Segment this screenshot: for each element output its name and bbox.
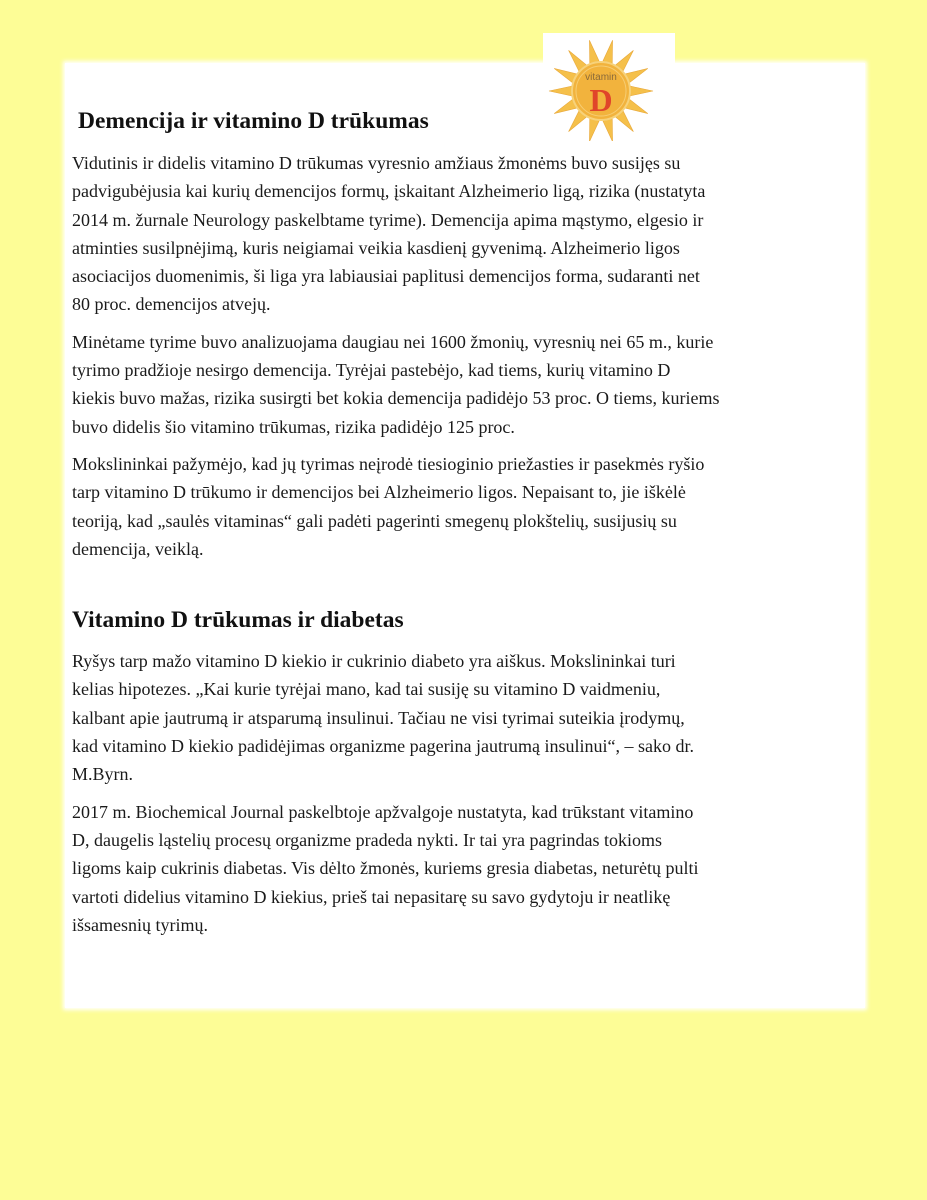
section-dementia bbox=[72, 104, 852, 563]
sun-ray bbox=[603, 40, 613, 63]
sun-ray bbox=[549, 86, 571, 96]
paragraph bbox=[72, 647, 852, 788]
text-line: D, daugelis ląstelių procesų organizme pradeda nykti. Ir tai yra pagrindas tokioms bbox=[72, 829, 663, 850]
text-line: atminties susilpnėjimą, kuris neigiamai veikia kasdienį gyvenimą. Alzheimerio ligos bbox=[72, 237, 680, 258]
text-line: ligoms kaip cukrinis diabetas. Vis dėlto žmonės, kuriems gresia diabetas, neturėtų pulti bbox=[72, 858, 699, 879]
text-line: asociacijos duomenimis, ši liga yra labiausiai paplitusi demencijos forma, sudaranti net bbox=[72, 266, 700, 287]
text-line: Ryšys tarp mažo vitamino D kiekio ir cukrinio diabeto yra aiškus. Mokslininkai turi bbox=[72, 651, 676, 672]
section-title-dementia: Demencija ir vitamino D trūkumas bbox=[78, 108, 429, 134]
text-line: išsamesnių tyrimų. bbox=[72, 914, 208, 935]
text-line: kiekis buvo mažas, rizika susirgti bet kokia demencija padidėjo 53 proc. O tiems, kuriems bbox=[72, 388, 720, 409]
section-title-diabetes: Vitamino D trūkumas ir diabetas bbox=[72, 607, 404, 634]
text-line: kad vitamino D kiekio padidėjimas organizme pagerina jautrumą insulinui“, – sako dr. bbox=[72, 736, 695, 757]
text-line: vartoti didelius vitamino D kiekius, prieš tai nepasitarę su savo gydytoju ir neatlikę bbox=[72, 886, 671, 907]
paragraph bbox=[72, 149, 852, 319]
text-line: demencija, veiklą. bbox=[72, 538, 204, 559]
text-line: tarp vitamino D trūkumo ir demencijos bei Alzheimerio ligos. Nepaisant to, jie iškėlė bbox=[72, 482, 686, 503]
section-diabetes bbox=[72, 603, 852, 939]
text-line: 80 proc. demencijos atvejų. bbox=[72, 294, 271, 315]
sun-ray bbox=[589, 40, 599, 63]
paragraph bbox=[72, 328, 852, 441]
text-line: tyrimo pradžioje nesirgo demencija. Tyrėjai pastebėjo, kad tiems, kurių vitamino D bbox=[72, 360, 671, 381]
text-line: kelias hipotezes. „Kai kurie tyrėjai mano, kad tai susiję su vitamino D vaidmeniu, bbox=[72, 679, 661, 700]
text-line: teoriją, kad „saulės vitaminas“ gali padėti pagerinti smegenų plokštelių, susijusių su bbox=[72, 510, 677, 531]
text-line: Vidutinis ir didelis vitamino D trūkumas vyresnio amžiaus žmonėms buvo susijęs su bbox=[72, 153, 681, 173]
logo-text-d: D bbox=[589, 82, 613, 118]
article-content bbox=[72, 104, 852, 939]
text-line: kalbant apie jautrumą ir atsparumą insulinui. Tačiau ne visi tyrimai suteikia įrodymų, bbox=[72, 707, 685, 728]
sun-ray bbox=[631, 86, 653, 96]
paragraph bbox=[72, 450, 852, 563]
text-line: M.Byrn. bbox=[72, 764, 134, 785]
paragraph bbox=[72, 798, 852, 939]
text-line: buvo didelis šio vitamino trūkumas, rizika padidėjo 125 proc. bbox=[72, 416, 515, 437]
text-line: 2017 m. Biochemical Journal paskelbtoje apžvalgoje nustatyta, kad trūkstant vitamino bbox=[72, 801, 694, 822]
text-line: 2014 m. žurnale Neurology paskelbtame tyrime). Demencija apima mąstymo, elgesio ir bbox=[72, 209, 704, 230]
text-line: padvigubėjusia kai kurių demencijos formų, įskaitant Alzheimerio ligą, rizika (nustatyta bbox=[72, 181, 706, 202]
text-line: Mokslininkai pažymėjo, kad jų tyrimas neįrodė tiesioginio priežasties ir pasekmės ryšio bbox=[72, 453, 705, 474]
text-line: Minėtame tyrime buvo analizuojama daugiau nei 1600 žmonių, vyresnių nei 65 m., kurie bbox=[72, 331, 714, 352]
logo-text-vitamin: vitamin bbox=[585, 72, 617, 83]
